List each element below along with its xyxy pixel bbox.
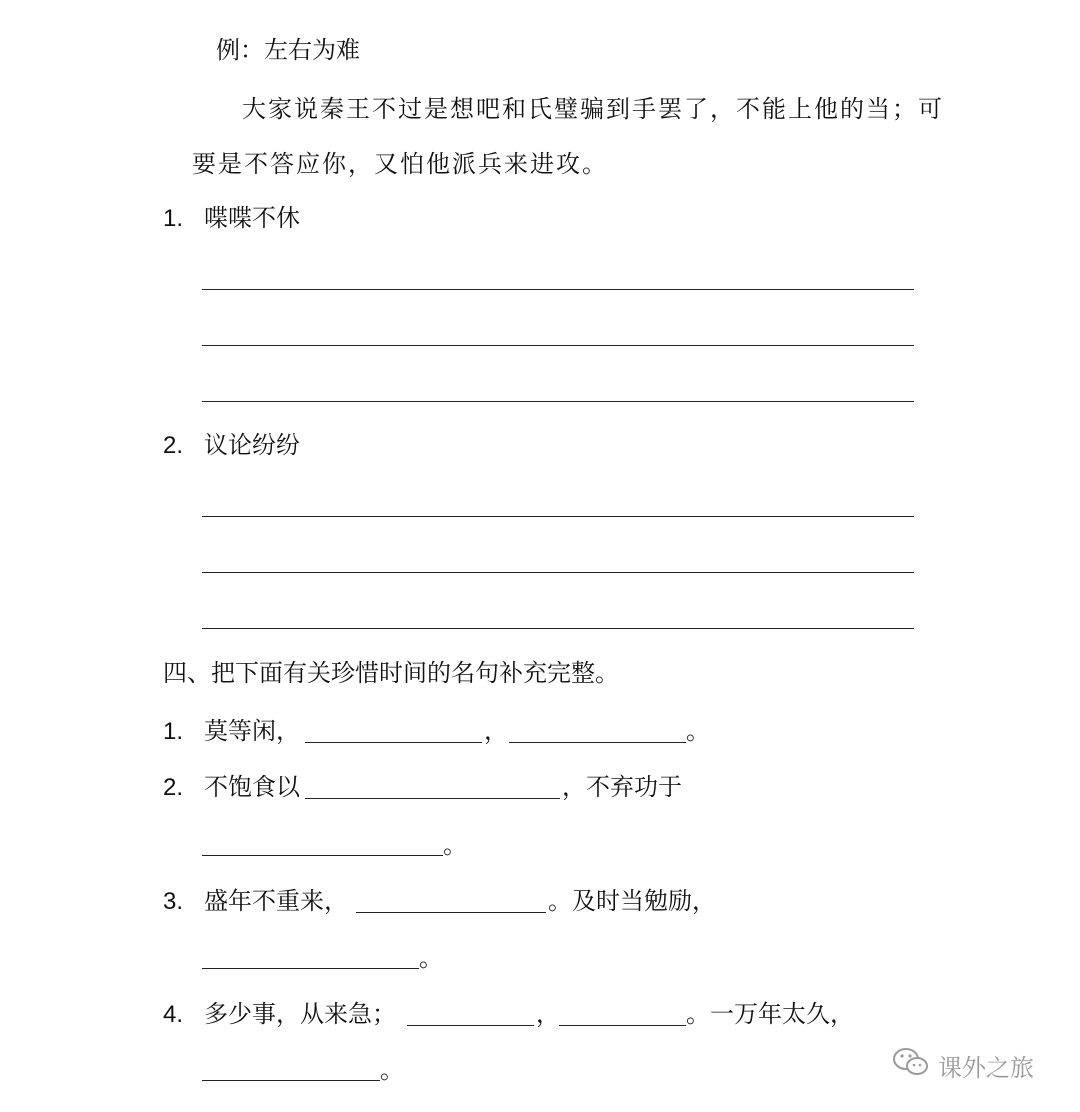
example-line-1: 大家说秦王不过是想吧和氏璧骗到手罢了，不能上他的当；可: [242, 95, 944, 123]
fill-blank[interactable]: [407, 1025, 534, 1026]
fill-blank[interactable]: [305, 742, 482, 743]
question-text: 。一万年太久，: [686, 1000, 854, 1028]
question-text: ，: [484, 717, 508, 745]
question-text: ，不弃功于: [562, 773, 682, 801]
example-line-2: 要是不答应你，又怕他派兵来进攻。: [192, 150, 608, 178]
answer-line[interactable]: [202, 516, 914, 517]
fill-blank[interactable]: [356, 912, 546, 913]
answer-line[interactable]: [202, 628, 914, 629]
question-text: 。: [419, 944, 443, 972]
fill-blank[interactable]: [305, 798, 560, 799]
fill-blank[interactable]: [559, 1025, 686, 1026]
item-number: 1.: [163, 205, 184, 232]
section-title: 四、把下面有关珍惜时间的名句补充完整。: [163, 659, 619, 687]
question-number: 1.: [163, 718, 184, 745]
question-text: 莫等闲，: [204, 717, 300, 745]
fill-blank[interactable]: [202, 1080, 380, 1081]
example-label: 例：左右为难: [216, 36, 360, 64]
question-text: 。: [443, 831, 467, 859]
answer-line[interactable]: [202, 401, 914, 402]
idiom-label: 喋喋不休: [204, 204, 300, 232]
fill-blank[interactable]: [202, 855, 443, 856]
item-number: 2.: [163, 432, 184, 459]
fill-blank[interactable]: [202, 968, 419, 969]
question-text: 。及时当勉励，: [548, 887, 716, 915]
question-text: 盛年不重来，: [204, 887, 348, 915]
watermark-text: 课外之旅: [938, 1053, 1034, 1082]
question-text: 。: [686, 717, 710, 745]
fill-blank[interactable]: [509, 742, 686, 743]
question-number: 4.: [163, 1001, 184, 1028]
answer-line[interactable]: [202, 289, 914, 290]
answer-line[interactable]: [202, 345, 914, 346]
question-text: 不饱食以: [204, 773, 300, 801]
question-text: 。: [380, 1056, 404, 1084]
wechat-icon: [892, 1046, 930, 1084]
question-text: ，: [536, 1000, 560, 1028]
question-number: 3.: [163, 888, 184, 915]
answer-line[interactable]: [202, 572, 914, 573]
watermark: [892, 1046, 1034, 1084]
idiom-label: 议论纷纷: [204, 431, 300, 459]
question-number: 2.: [163, 774, 184, 801]
question-text: 多少事，从来急；: [204, 1000, 396, 1028]
